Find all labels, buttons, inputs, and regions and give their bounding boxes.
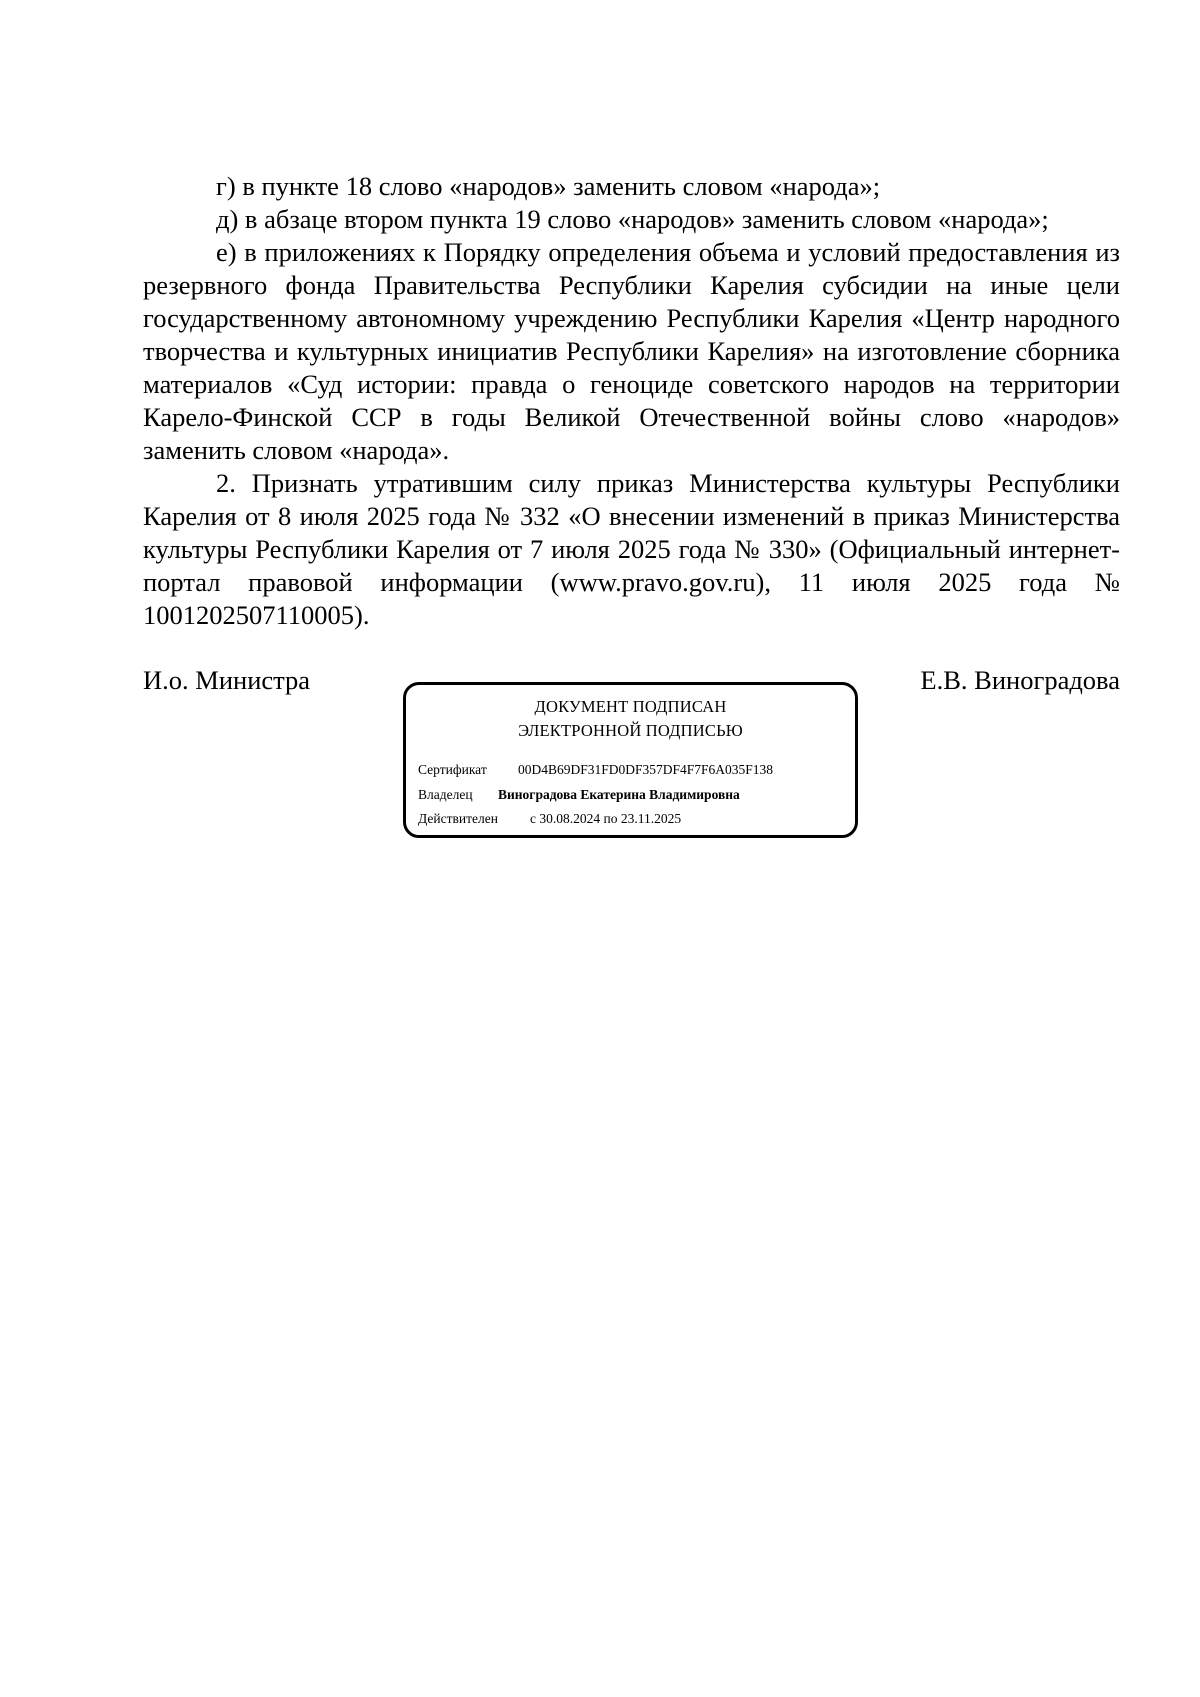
document-body: [143, 170, 1120, 632]
owner-value: Виноградова Екатерина Владимировна: [498, 787, 740, 802]
validity-label: Действителен: [418, 811, 498, 826]
paragraph-item-e: е) в приложениях к Порядку определения объема и условий предоставления из резервного фонда Правительства Республики Карелия субсидии на иные цели государственному автономному учреждению Республики Карелия «Центр народного творчества и культурных инициатив Республики Карелия» на изготовление сборника материалов «Суд истории: правда о геноциде советского народов на территории Карело-Финской ССР в годы Великой Отечественной войны слово «народов» заменить словом «народа».: [143, 237, 1120, 465]
stamp-heading-line1: ДОКУМЕНТ ПОДПИСАН: [534, 697, 727, 716]
paragraph-item-g: г) в пункте 18 слово «народов» заменить словом «народа»;: [216, 171, 881, 201]
certificate-value: 00D4B69DF31FD0DF357DF4F7F6A035F138: [518, 762, 774, 777]
owner-label: Владелец: [418, 787, 473, 802]
certificate-label: Сертификат: [418, 762, 487, 777]
electronic-signature-stamp: [403, 682, 858, 838]
validity-value: с 30.08.2024 по 23.11.2025: [530, 811, 682, 826]
stamp-certificate-row: [418, 762, 773, 778]
stamp-heading-line2: ЭЛЕКТРОННОЙ ПОДПИСЬЮ: [518, 721, 743, 740]
stamp-validity-row: [418, 811, 681, 827]
paragraph-item-2: 2. Признать утратившим силу приказ Министерства культуры Республики Карелия от 8 июля 2025 года № 332 «О внесении изменений в приказ Министерства культуры Республики Карелия от 7 июля 2025 года № 330» (Официальный интернет-портал правовой информации (www.pravo.gov.ru), 11 июля 2025 года № 1001202507110005).: [143, 468, 1120, 630]
stamp-owner-row: [418, 787, 740, 803]
signatory-title: И.о. Министра: [143, 665, 311, 695]
paragraph-item-d: д) в абзаце втором пункта 19 слово «народов» заменить словом «народа»;: [216, 204, 1049, 234]
signatory-name: Е.В. Виноградова: [920, 665, 1120, 695]
